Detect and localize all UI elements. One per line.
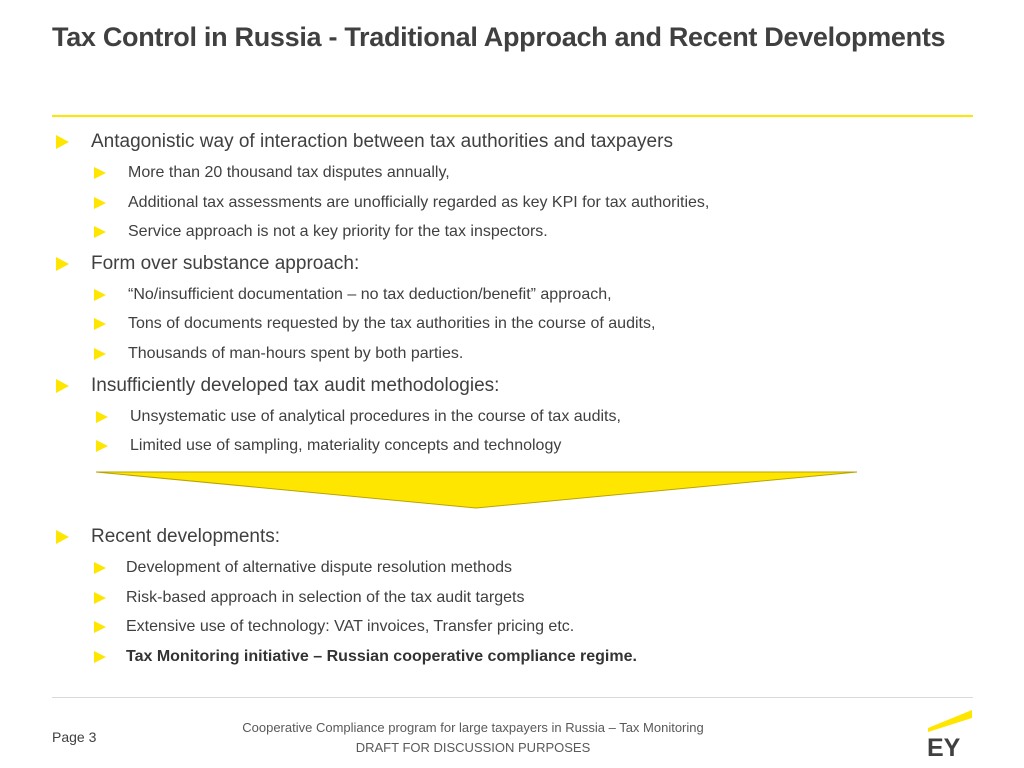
svg-text:EY: EY — [927, 734, 961, 758]
bullet-arrow-icon — [94, 197, 106, 209]
page-number: Page 3 — [52, 729, 97, 745]
slide-title: Tax Control in Russia - Traditional Approach and Recent Developments — [52, 22, 946, 52]
sub-bullet: More than 20 thousand tax disputes annually, — [94, 164, 450, 182]
bullet-arrow-icon — [94, 621, 106, 633]
sub-bullet: Unsystematic use of analytical procedures in the course of tax audits, — [96, 408, 621, 426]
footer-caption — [200, 718, 746, 758]
sub-bullet: Tons of documents requested by the tax authorities in the course of audits, — [94, 315, 655, 333]
sub-bullet: Additional tax assessments are unofficially regarded as key KPI for tax authorities, — [94, 194, 709, 212]
bullet-arrow-icon — [56, 530, 69, 544]
bullet-form-over-substance: Form over substance approach: — [56, 253, 359, 275]
bullet-arrow-icon — [56, 379, 69, 393]
bullet-arrow-icon — [94, 226, 106, 238]
bullet-arrow-icon — [56, 257, 69, 271]
sub-bullet: Extensive use of technology: VAT invoices, Transfer pricing etc. — [94, 618, 574, 636]
bullet-arrow-icon — [94, 318, 106, 330]
bullet-arrow-icon — [96, 411, 108, 423]
bullet-arrow-icon — [94, 167, 106, 179]
bullet-arrow-icon — [96, 440, 108, 452]
sub-bullet: Development of alternative dispute resolution methods — [94, 559, 512, 577]
bullet-arrow-icon — [94, 348, 106, 360]
bullet-arrow-icon — [56, 135, 69, 149]
sub-bullet: Risk-based approach in selection of the tax audit targets — [94, 589, 524, 607]
sub-bullet-highlight: Tax Monitoring initiative – Russian cooperative compliance regime. — [94, 648, 637, 666]
bullet-arrow-icon — [94, 289, 106, 301]
sub-bullet: “No/insufficient documentation – no tax deduction/benefit” approach, — [94, 286, 612, 304]
footer-line-1: Cooperative Compliance program for large taxpayers in Russia – Tax Monitoring — [242, 720, 704, 735]
bullet-recent-developments: Recent developments: — [56, 526, 280, 548]
sub-bullet: Thousands of man-hours spent by both parties. — [94, 345, 463, 363]
bullet-arrow-icon — [94, 562, 106, 574]
transition-arrow-shape — [95, 470, 859, 512]
footer-divider — [52, 697, 973, 698]
bullet-antagonistic: Antagonistic way of interaction between tax authorities and taxpayers — [56, 131, 673, 153]
sub-bullet: Limited use of sampling, materiality concepts and technology — [96, 437, 561, 455]
bullet-arrow-icon — [94, 592, 106, 604]
title-divider — [52, 115, 973, 117]
sub-bullet: Service approach is not a key priority for the tax inspectors. — [94, 223, 548, 241]
footer-line-2: DRAFT FOR DISCUSSION PURPOSES — [355, 740, 591, 755]
ey-logo — [926, 706, 974, 758]
bullet-arrow-icon — [94, 651, 106, 663]
bullet-audit-methodologies: Insufficiently developed tax audit methodologies: — [56, 375, 499, 397]
